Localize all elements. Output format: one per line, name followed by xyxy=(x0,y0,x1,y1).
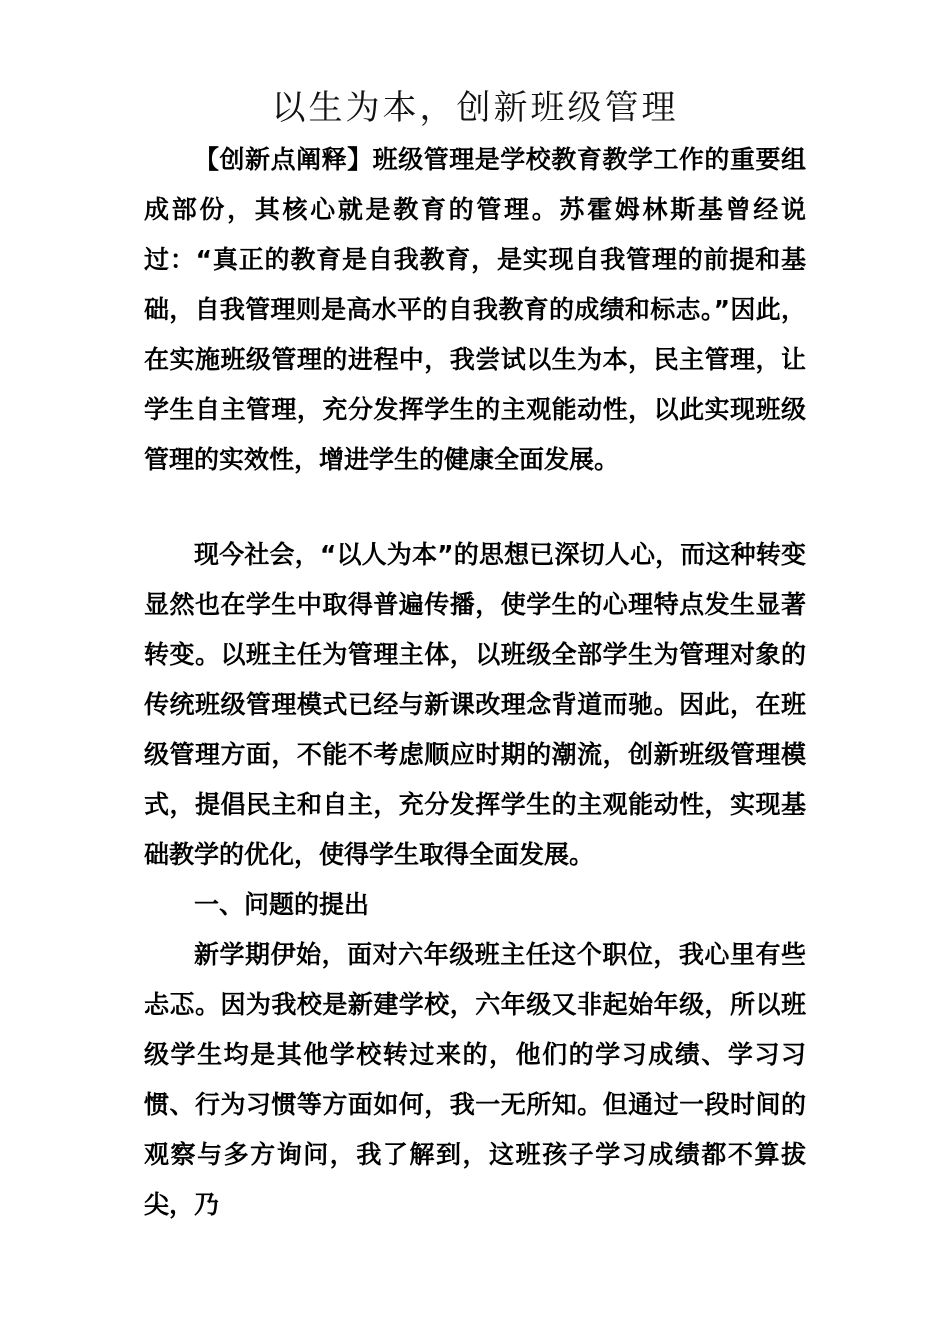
section-heading: 一、问题的提出 xyxy=(194,890,370,919)
intro-paragraph: 【创新点阐释】班级管理是学校教育教学工作的重要组成部份，其核心就是教育的管理。苏霍姆林斯基曾经说过：“真正的教育是自我教育，是实现自我管理的前提和基础，自我管理则是高水平的自我教育的成绩和标志。”因此，在实施班级管理的进程中，我尝试以生为本，民主管理，让学生自主管理，充分发挥学生的主观能动性，以此实现班级管理的实效性，增进学生的健康全面发展。 xyxy=(144,145,806,474)
intro-section xyxy=(144,135,806,485)
body-paragraph: 新学期伊始，面对六年级班主任这个职位，我心里有些忐忑。因为我校是新建学校，六年级又非起始年级，所以班级学生均是其他学校转过来的，他们的学习成绩、学习习惯、行为习惯等方面如何，我一无所知。但通过一段时间的观察与多方询问，我了解到，这班孩子学习成绩都不算拔尖，乃 xyxy=(144,940,806,1219)
body-paragraph: 现今社会，“以人为本”的思想已深切人心，而这种转变显然也在学生中取得普遍传播，使学生的心理特点发生显著转变。以班主任为管理主体，以班级全部学生为管理对象的传统班级管理模式已经与新课改理念背道而驰。因此，在班级管理方面，不能不考虑顺应时期的潮流，创新班级管理模式，提倡民主和自主，充分发挥学生的主观能动性，实现基础教学的优化，使得学生取得全面发展。 xyxy=(144,540,806,869)
document-title: 以生为本，创新班级管理 xyxy=(271,88,679,128)
main-section xyxy=(144,530,806,1230)
